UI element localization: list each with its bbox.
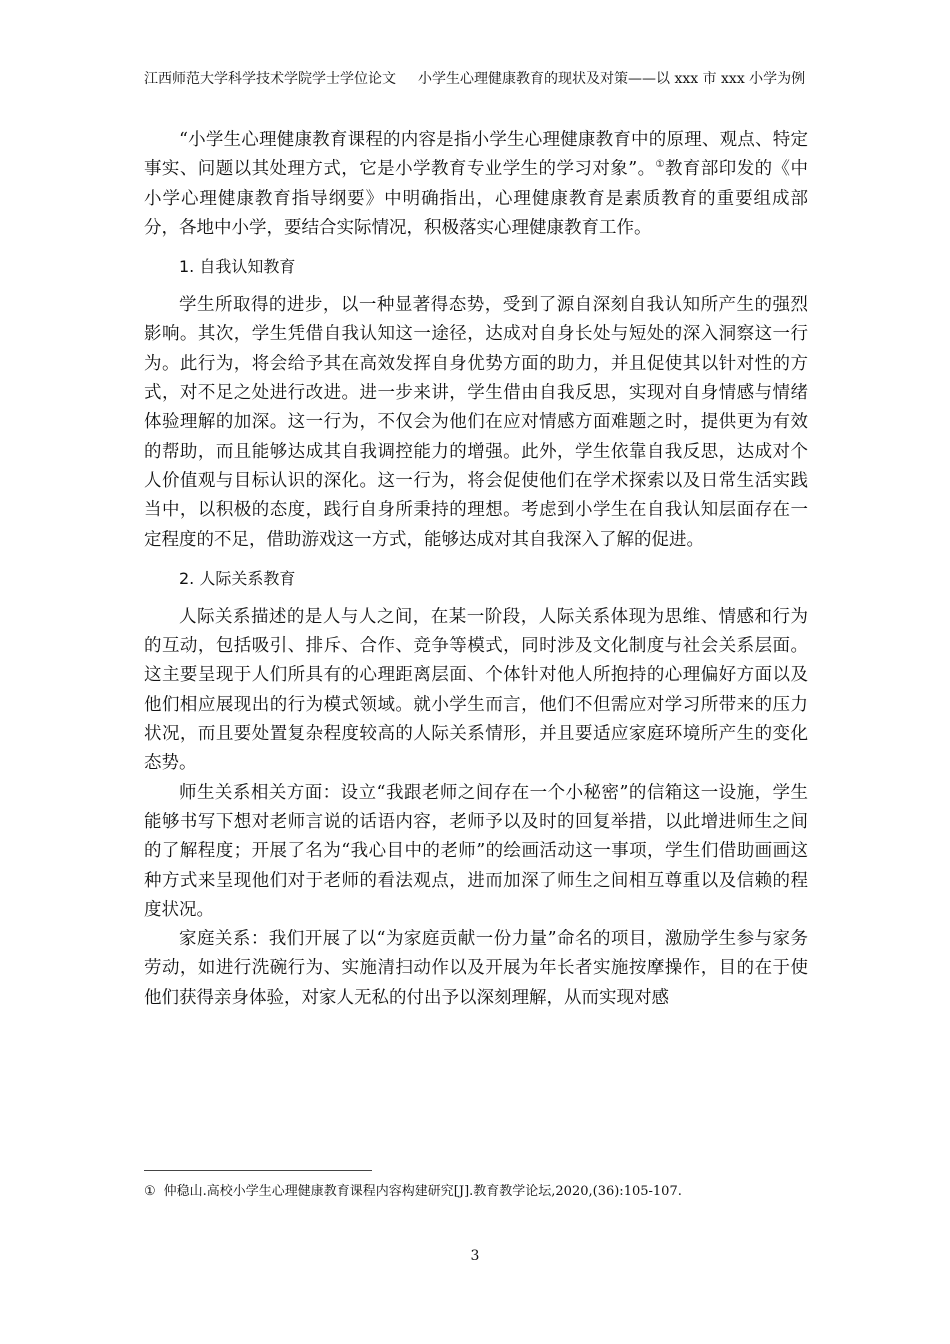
header-thesis-title: 江西师范大学科学技术学院学士学位论文 (144, 71, 396, 87)
paragraph-family: 家庭关系：我们开展了以“为家庭贡献一份力量”命名的项目，激励学生参与家务劳动，如进行洗碗行为、实施清扫动作以及开展为年长者实施按摩操作，目的在于使他们获得亲身体验，对家人无私的付出予以深刻理解，从而实现对感 (144, 929, 808, 1008)
header-paper-title: 小学生心理健康教育的现状及对策——以 xxx 市 xxx 小学为例 (418, 71, 806, 87)
intro-continuation: 教育部印发的《中小学心理健康教育指导纲要》中明确指出，心理健康教育是素质教育的重要组成部分，各地中小学，要结合实际情况，积极落实心理健康教育工作。 (144, 159, 808, 238)
intro-quote: “小学生心理健康教育课程的内容是指小学生心理健康教育中的原理、观点、特定事实、问题以其处理方式，它是小学教育专业学生的学习对象”。 (144, 130, 808, 180)
main-text (144, 126, 808, 1013)
footnote-mark: ① (144, 1184, 156, 1199)
footnote-citation: 仲稳山.高校小学生心理健康教育课程内容构建研究[J].教育教学论坛,2020,(36):105-107. (163, 1184, 682, 1199)
page-number: 3 (470, 1248, 480, 1264)
footnote-ref[interactable]: ① (655, 159, 665, 171)
paragraph-interpersonal-definition: 人际关系描述的是人与人之间，在某一阶段，人际关系体现为思维、情感和行为的互动，包括吸引、排斥、合作、竞争等模式，同时涉及文化制度与社会关系层面。这主要呈现于人们所具有的心理距离层面、个体针对他人所抱持的心理偏好方面以及他们相应展现出的行为模式领域。就小学生而言，他们不但需应对学习所带来的压力状况，而且要处置复杂程度较高的人际关系情形，并且要适应家庭环境所产生的变化态势。 (144, 606, 808, 774)
footnote-divider (144, 1170, 372, 1171)
paragraph-self-awareness: 学生所取得的进步，以一种显著得态势，受到了源自深刻自我认知所产生的强烈影响。其次，学生凭借自我认知这一途径，达成对自身长处与短处的深入洞察这一行为。此行为，将会给予其在高效发挥自身优势方面的助力，并且促使其以针对性的方式，对不足之处进行改进。进一步来讲，学生借由自我反思，实现对自身情感与情绪体验理解的加深。这一行为，不仅会为他们在应对情感方面难题之时，提供更为有效的帮助，而且能够达成其自我调控能力的增强。此外，学生依靠自我反思，达成对个人价值观与目标认识的深化。这一行为，将会促使他们在学术探索以及日常生活实践当中，以积极的态度，践行自身所秉持的理想。考虑到小学生在自我认知层面存在一定程度的不足，借助游戏这一方式，能够达成对其自我深入了解的促进。 (144, 295, 808, 550)
section-heading-self-awareness: 1. 自我认知教育 (179, 257, 296, 277)
running-header (144, 70, 808, 89)
section-heading-interpersonal: 2. 人际关系教育 (179, 568, 296, 588)
footnote (144, 1183, 808, 1201)
paragraph-teacher-student: 师生关系相关方面：设立“我跟老师之间存在一个小秘密”的信箱这一设施，学生能够书写下想对老师言说的话语内容，老师予以及时的回复举措，以此增进师生之间的了解程度；开展了名为“我心目中的老师”的绘画活动这一事项，学生们借助画画这种方式来呈现他们对于老师的看法观点，进而加深了师生之间相互尊重以及信赖的程度状况。 (144, 782, 808, 920)
intro-paragraph (144, 126, 808, 243)
